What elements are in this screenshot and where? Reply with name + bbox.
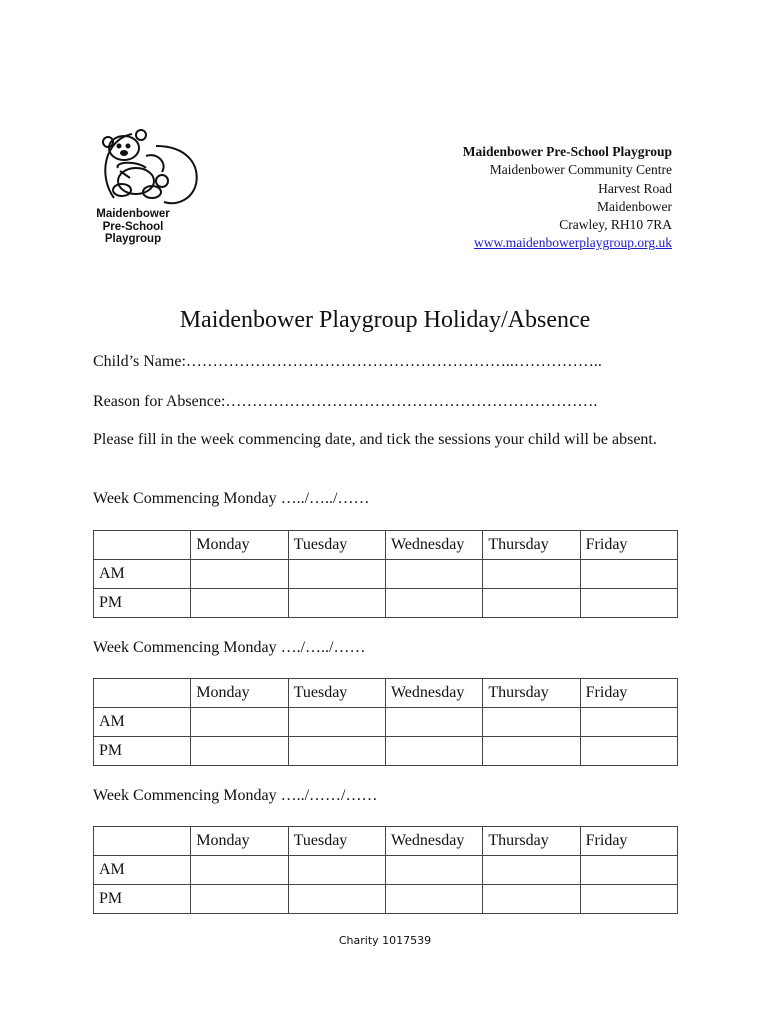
sessions-table — [93, 826, 678, 914]
session-checkbox-cell[interactable] — [483, 589, 580, 618]
organisation-name: Maidenbower Pre-School Playgroup — [462, 144, 672, 159]
session-checkbox-cell[interactable] — [483, 885, 580, 914]
day-header: Tuesday — [288, 679, 385, 708]
session-checkbox-cell[interactable] — [288, 708, 385, 737]
page-title: Maidenbower Playgroup Holiday/Absence — [179, 307, 591, 333]
table-corner-cell — [94, 531, 191, 560]
session-label: AM — [94, 856, 191, 885]
session-checkbox-cell[interactable] — [191, 708, 288, 737]
session-checkbox-cell[interactable] — [580, 589, 677, 618]
table-corner-cell — [94, 679, 191, 708]
day-header: Wednesday — [385, 679, 482, 708]
day-header: Thursday — [483, 827, 580, 856]
logo-text — [96, 208, 170, 246]
week-commencing-field[interactable]: Week Commencing Monday …../…../…… — [93, 490, 370, 507]
session-checkbox-cell[interactable] — [385, 885, 482, 914]
day-header: Tuesday — [288, 531, 385, 560]
address-line: Maidenbower Community Centre — [489, 162, 672, 178]
session-checkbox-cell[interactable] — [385, 737, 482, 766]
child-name-field[interactable]: Child’s Name:……………………………………………………..…………….. — [93, 353, 602, 370]
session-label: PM — [94, 589, 191, 618]
day-header: Friday — [580, 827, 677, 856]
day-header: Wednesday — [385, 531, 482, 560]
session-checkbox-cell[interactable] — [483, 856, 580, 885]
day-header: Tuesday — [288, 827, 385, 856]
day-header: Monday — [191, 531, 288, 560]
day-header: Friday — [580, 531, 677, 560]
week-commencing-field[interactable]: Week Commencing Monday …../……/…… — [93, 787, 378, 804]
logo-line: Playgroup — [104, 233, 162, 245]
session-label: AM — [94, 708, 191, 737]
sessions-table — [93, 530, 678, 618]
reason-field[interactable]: Reason for Absence:……………………………………………………………. — [93, 393, 598, 410]
session-checkbox-cell[interactable] — [385, 589, 482, 618]
session-checkbox-cell[interactable] — [288, 737, 385, 766]
day-header: Thursday — [483, 679, 580, 708]
session-checkbox-cell[interactable] — [580, 560, 677, 589]
address-line: Maidenbower — [597, 198, 672, 214]
session-checkbox-cell[interactable] — [385, 560, 482, 589]
teddy-bear-icon — [96, 126, 206, 211]
session-label: PM — [94, 885, 191, 914]
session-checkbox-cell[interactable] — [288, 885, 385, 914]
session-label: PM — [94, 737, 191, 766]
day-header: Thursday — [483, 531, 580, 560]
day-header: Monday — [191, 827, 288, 856]
session-checkbox-cell[interactable] — [191, 560, 288, 589]
session-label: AM — [94, 560, 191, 589]
session-checkbox-cell[interactable] — [191, 589, 288, 618]
session-checkbox-cell[interactable] — [580, 885, 677, 914]
session-checkbox-cell[interactable] — [385, 708, 482, 737]
table-corner-cell — [94, 827, 191, 856]
logo-line: Pre-School — [102, 220, 164, 233]
address-line: Crawley, RH10 7RA — [559, 217, 672, 233]
session-checkbox-cell[interactable] — [483, 708, 580, 737]
session-checkbox-cell[interactable] — [483, 737, 580, 766]
address-line: Harvest Road — [598, 180, 672, 196]
website-link[interactable]: www.maidenbowerplaygroup.org.uk — [474, 235, 672, 251]
day-header: Friday — [580, 679, 677, 708]
week-commencing-field[interactable]: Week Commencing Monday …./…../…… — [93, 639, 366, 656]
session-checkbox-cell[interactable] — [191, 737, 288, 766]
session-checkbox-cell[interactable] — [288, 589, 385, 618]
session-checkbox-cell[interactable] — [580, 708, 677, 737]
session-checkbox-cell[interactable] — [483, 560, 580, 589]
session-checkbox-cell[interactable] — [191, 885, 288, 914]
day-header: Wednesday — [385, 827, 482, 856]
sessions-table — [93, 678, 678, 766]
session-checkbox-cell[interactable] — [191, 856, 288, 885]
session-checkbox-cell[interactable] — [580, 737, 677, 766]
session-checkbox-cell[interactable] — [385, 856, 482, 885]
instructions: Please fill in the week commencing date, and tick the sessions your child will be absent. — [93, 431, 657, 448]
session-checkbox-cell[interactable] — [288, 856, 385, 885]
session-checkbox-cell[interactable] — [580, 856, 677, 885]
day-header: Monday — [191, 679, 288, 708]
logo-line: Maidenbower — [96, 208, 170, 220]
charity-number: Charity 1017539 — [338, 934, 432, 947]
session-checkbox-cell[interactable] — [288, 560, 385, 589]
address-block — [463, 143, 672, 253]
playgroup-logo — [96, 126, 206, 251]
